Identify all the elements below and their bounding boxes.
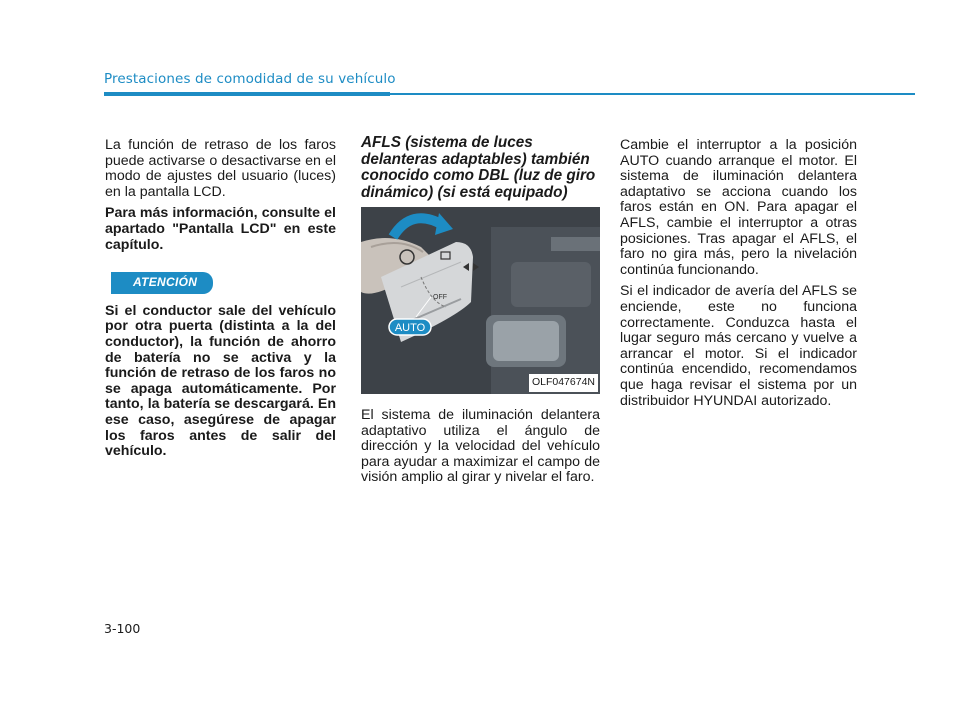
- warning-paragraph: Si el conductor sale del vehículo por otra puerta (distinta a la del conductor), la función de ahorro de batería no se activa y la función de retraso de los faros no se apaga automáticamente. Por tanto, la batería se descargará. En ese caso, asegúrese de apagar los faros antes de salir del vehículo.: [105, 302, 336, 460]
- afls-description: El sistema de iluminación delantera adaptativo utiliza el ángulo de dirección y la velocidad del vehículo para ayudar a maximizar el campo de visión amplio al girar y nivelar el faro.: [361, 407, 600, 486]
- section-header-title: Prestaciones de comodidad de su vehículo: [104, 71, 396, 87]
- header-rule-thick: [104, 92, 390, 96]
- warning-badge: ATENCIÓN: [111, 272, 213, 294]
- malfunction-paragraph: Si el indicador de avería del AFLS se enciende, este no funciona correctamente. Conduzca hasta el lugar seguro más cercano y vuelve a arrancar el motor. Si el indicador continúa encendido, recomendamos que haga revisar el sistema por un distribuidor HYUNDAI autorizado.: [620, 283, 857, 409]
- figure-code: OLF047674N: [529, 374, 598, 392]
- column-1: [105, 138, 336, 466]
- column-3: [620, 138, 857, 415]
- light-switch-illustration: [361, 207, 600, 394]
- reference-note: Para más información, consulte el apartado "Pantalla LCD" en este capítulo.: [105, 205, 336, 253]
- column-2: [361, 135, 600, 492]
- afls-heading: AFLS (sistema de luces delanteras adaptables) también conocido como DBL (luz de giro dinámico) (si está equipado): [361, 134, 596, 201]
- intro-paragraph: La función de retraso de los faros puede activarse o desactivarse en el modo de ajustes del usuario (luces) en la pantalla LCD.: [105, 137, 336, 200]
- header-rule-thin: [390, 93, 915, 95]
- light-switch-figure: [361, 207, 600, 394]
- page-number: 3-100: [104, 621, 141, 636]
- off-label: OFF: [433, 294, 447, 301]
- auto-instructions-paragraph: Cambie el interruptor a la posición AUTO cuando arranque el motor. El sistema de iluminación delantera adaptativo se acciona cuando los faros están en ON. Para apagar el AFLS, cambie el interruptor a otras posiciones. Tras apagar el AFLS, el faro no gira más, pero la nivelación continúa funcionando.: [620, 137, 857, 278]
- auto-callout-label: AUTO: [394, 322, 426, 334]
